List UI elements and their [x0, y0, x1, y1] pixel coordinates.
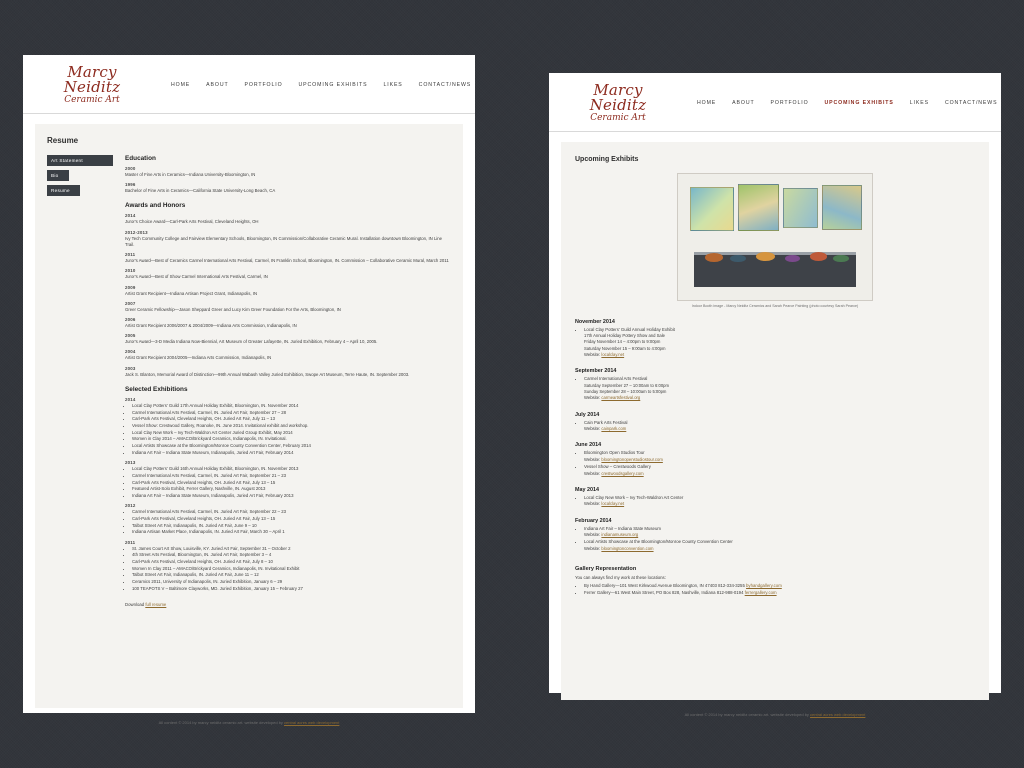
exhibition-list: [125, 509, 451, 535]
resume-page: [23, 55, 475, 725]
exhibit-website-line: [584, 471, 975, 477]
list-item: • Local Clay Potters' Guild 16th Annual Holiday Exhibit, Bloomington, IN. November 2013: [132, 466, 451, 472]
list-item: • Talbot Street Art Fair, Indianapolis, IN. Juried Art Fair, June 9 – 10: [132, 523, 451, 529]
logo-subtitle: Ceramic Art: [64, 95, 120, 105]
exhibit-title: Carmel International Arts Festival: [584, 376, 648, 382]
website-label: Website:: [584, 426, 602, 432]
download-resume-link[interactable]: full resume: [145, 602, 167, 608]
award-entry: Juror's Award—Best of Show Carmel International Arts Festival, Carmel, IN: [125, 274, 268, 280]
upcoming-exhibits-page: [549, 73, 1001, 717]
award-entry: Jack S. Blanton, Memorial Award of Distinction—99th Annual Wabash Valley Juried Exhibition, Swope Art Museum, Terre Haute, IN. September 2003.: [125, 371, 410, 377]
website-label: Website:: [584, 501, 602, 507]
month-heading: May 2014: [575, 486, 599, 493]
gallery-link[interactable]: byhandgallery.com: [746, 583, 782, 589]
list-item: [584, 376, 975, 401]
section-title-gallery-representation: Gallery Representation: [575, 566, 637, 573]
exhibition-year: 2011: [125, 539, 136, 545]
logo-subtitle: Ceramic Art: [590, 113, 646, 123]
nav-item-upcoming-exhibits[interactable]: UPCOMING EXHIBITS: [298, 82, 368, 88]
nav-item-contact-news[interactable]: CONTACT/NEWS: [944, 100, 998, 106]
nav-item-portfolio[interactable]: PORTFOLIO: [770, 100, 809, 106]
site-header: [23, 55, 475, 113]
exhibit-list: [575, 450, 975, 476]
list-item: [584, 590, 975, 596]
sidebar-item-art-statement[interactable]: Art Statement: [47, 155, 113, 166]
list-item: • Carmel International Arts Festival, Carmel, IN. Juried Art Fair, September 21 – 23: [132, 473, 451, 479]
list-item: • Women In Clay 2011 – AMACO/Brickyard Ceramics, Indianapolis, IN. Invitational Exhibit: [132, 566, 451, 572]
list-item: • 100 TEAPOTS V – Baltimore Clayworks, MD. Juried Exhibition, January 15 – February 27: [132, 586, 451, 592]
exhibit-title: Local Artists Showcase at the Bloomington/Monroe County Convention Center: [584, 539, 733, 545]
website-label: Website:: [584, 395, 602, 401]
award-entry: Juror's Award—Best of Ceramics Carmel International Arts Festival, Carmel, IN Franklin School, Bloomington, IN. Commission – Collaborative Ceramic Mural, March 2011: [125, 258, 449, 264]
award-year: 2003: [125, 365, 136, 371]
list-item: [584, 450, 975, 463]
nav-item-upcoming-exhibits[interactable]: UPCOMING EXHIBITS: [824, 100, 894, 106]
nav-item-about[interactable]: ABOUT: [206, 82, 229, 88]
list-item: [584, 583, 975, 589]
list-item: • Carmel International Arts Festival, Carmel, IN. Juried Art Fair, September 27 – 28: [132, 410, 451, 416]
photo-caption: Indoor Booth image - Marcy Neiditz Ceramics and Sarah Pearce Painting (photo courtesy Sarah Pearce): [691, 304, 859, 308]
site-header: [549, 73, 1001, 131]
exhibition-list: [125, 546, 451, 593]
month-heading: June 2014: [575, 442, 602, 449]
exhibit-title: Local Clay New Work – Ivy Tech-Waldron Art Center: [584, 494, 684, 500]
exhibit-detail: Sunday September 28 – 10:00am to 5:00pm: [584, 389, 667, 395]
nav-item-likes[interactable]: LIKES: [909, 100, 929, 106]
website-label: Website:: [584, 352, 602, 357]
award-entry: Ivy Tech Community College and Fairview Elementary Schools, Bloomington, IN Commission/Collaborative Ceramic Mural. Installation downtown Bloomington, IN Line Trail.: [125, 235, 443, 247]
site-logo[interactable]: [37, 65, 147, 105]
list-item: [584, 539, 975, 552]
nav-item-likes[interactable]: LIKES: [383, 82, 403, 88]
exhibit-website-line: [584, 457, 975, 463]
award-entry: Artist Grant Recipient 2004/2005—Indiana Arts Commission, Indianapolis, IN: [125, 355, 272, 361]
sidebar-item-bio[interactable]: Bio: [47, 170, 69, 181]
list-item: [584, 327, 975, 359]
exhibit-list: [575, 327, 975, 359]
website-link[interactable]: carmeartsfestival.org: [601, 395, 641, 401]
award-year: 2011: [125, 252, 136, 258]
education-year: 1996: [125, 182, 136, 188]
header-divider: [549, 131, 1001, 132]
logo-title: Marcy Neiditz: [589, 81, 647, 114]
list-item: • Local Clay Potters' Guild 17th Annual Holiday Exhibit, Bloomington, IN. November 2014: [132, 403, 451, 409]
award-year: 2010: [125, 268, 136, 274]
list-item: • Local Clay New Work – Ivy Tech-Waldron Art Center Juried Group Exhibit, May 2014: [132, 430, 451, 436]
exhibit-title: Vessel Show – Crestwoods Gallery: [584, 464, 651, 470]
section-title-education: Education: [125, 155, 156, 162]
exhibit-detail: Friday November 14 – 4:00pm to 9:00pm: [584, 339, 661, 345]
list-item: • Carl-Park Arts Festival, Cleveland Heights, OH. Juried Art Fair, July 11 – 13: [132, 416, 451, 422]
award-year: 2009: [125, 284, 136, 290]
footer-text: All content © 2014 by marcy neiditz ceramic art. website developed by: [158, 720, 285, 725]
exhibit-website-line: [584, 501, 975, 507]
list-item: • Talbot Street Art Fair, Indianapolis, IN. Juried Art Fair, June 11 – 12: [132, 572, 451, 578]
list-item: • Carl-Park Arts Festival, Cleveland Heights, OH. Juried Art Fair, July 8 – 10: [132, 559, 451, 565]
month-heading: September 2014: [575, 368, 617, 375]
education-entry: Master of Fine Arts in Ceramics—Indiana University-Bloomington, IN: [125, 172, 256, 177]
exhibit-title: Bloomington Open Studios Tour: [584, 450, 645, 456]
exhibition-year: 2012: [125, 503, 136, 509]
resume-side-nav: [47, 155, 113, 607]
footer-developer-link[interactable]: central acres web development: [810, 712, 866, 717]
education-year: 2000: [125, 166, 136, 171]
website-label: Website:: [584, 545, 602, 551]
exhibition-year: 2014: [125, 396, 136, 402]
site-footer: [549, 700, 1001, 727]
page-title: Resume: [47, 136, 79, 145]
list-item: • St. James Court Art Show, Louisville, KY. Juried Art Fair, September 31 – October 2: [132, 546, 451, 552]
footer-text: All content © 2014 by marcy neiditz ceramic art. website developed by: [684, 712, 811, 717]
gallery-text: Ferrer Gallery—61 West Main Street, PO Box 828, Nashville, Indiana 812-988-0194: [584, 590, 745, 596]
exhibition-list: [125, 403, 451, 456]
nav-item-home[interactable]: HOME: [697, 100, 717, 106]
nav-item-contact-news[interactable]: CONTACT/NEWS: [418, 82, 472, 88]
nav-item-portfolio[interactable]: PORTFOLIO: [244, 82, 283, 88]
list-item: • Local Artists Showcase at the Bloomington/Monroe County Convention Center, February 2014: [132, 443, 451, 449]
exhibit-list: [575, 526, 975, 552]
exhibit-website-line: [584, 546, 975, 552]
exhibit-website-line: [584, 532, 975, 538]
gallery-intro: You can always find my work at these locations:: [575, 575, 666, 581]
award-year: 2005: [125, 333, 136, 339]
exhibit-list: [575, 420, 975, 433]
nav-item-home[interactable]: HOME: [171, 82, 191, 88]
nav-item-about[interactable]: ABOUT: [732, 100, 755, 106]
logo-title: Marcy Neiditz: [63, 63, 121, 96]
resume-main-column: [125, 155, 451, 607]
main-navigation: [171, 82, 471, 88]
exhibit-website-line: [584, 395, 975, 401]
gallery-link[interactable]: ferrergallery.com: [744, 590, 777, 596]
download-resume-line: [125, 602, 451, 607]
award-year: 2006: [125, 316, 136, 322]
website-link[interactable]: localclay.net: [601, 501, 625, 507]
education-entry: Bachelor of Fine Arts in Ceramics—California State University-Long Beach, CA: [125, 188, 276, 194]
booth-photo: [677, 173, 873, 301]
exhibit-detail: Saturday September 27 – 10:00am to 6:00pm: [584, 382, 669, 388]
page-title: Upcoming Exhibits: [575, 156, 639, 163]
month-heading: February 2014: [575, 517, 612, 524]
award-entry: Greer Ceramic Fellowship—Jason Sheppard Greer and Lucy Kim Greer Foundation For the Arts, Bloomington, IN: [125, 306, 341, 312]
list-item: • 4th Street Arts Festival, Bloomington, IN. Juried Art Fair, September 3 – 4: [132, 552, 451, 558]
exhibit-detail: Saturday November 15 – 9:00am to 4:00pm: [584, 345, 666, 351]
website-link[interactable]: localclay.net: [601, 352, 625, 357]
award-entry: Artist Grant Recipient—Indiana Artisan Project Grant, Indianapolis, IN: [125, 290, 258, 296]
gallery-text: By Hand Gallery—101 West Kirkwood Avenue Bloomington, IN 47403 812-334-3255: [584, 583, 747, 589]
website-label: Website:: [584, 532, 602, 537]
list-item: • Ceramics 2011, University of Indianapolis, IN. Juried Exhibition, January 6 – 29: [132, 579, 451, 585]
resume-content-card: [35, 124, 463, 708]
section-title-exhibitions: Selected Exhibitions: [125, 385, 188, 393]
site-logo[interactable]: [563, 83, 673, 123]
award-entry: Juror's Choice Award—Carl-Park Arts Festival, Cleveland Heights, OH: [125, 219, 259, 225]
exhibits-content-card: [561, 142, 989, 700]
award-year: 2004: [125, 349, 136, 355]
list-item: • Women in Clay 2014 – AMACO/Brickyard Ceramics, Indianapolis, IN. Invitational.: [132, 436, 451, 442]
award-year: 2007: [125, 300, 136, 306]
month-heading: November 2014: [575, 318, 615, 325]
exhibit-website-line: [584, 352, 975, 358]
website-link[interactable]: bloomingtonopenstudiostour.com: [601, 456, 663, 462]
footer-developer-link[interactable]: central acres web development: [284, 720, 340, 725]
download-label: Download: [125, 602, 146, 608]
list-item: • Carmel International Arts Festival, Carmel, IN. Juried Art Fair, September 22 – 23: [132, 509, 451, 515]
booth-photo-figure: [677, 173, 873, 309]
website-link[interactable]: indianamuseum.org: [601, 532, 639, 537]
section-title-awards: Awards and Honors: [125, 202, 186, 210]
list-item: • Indiana Art Fair – Indiana State Museum, Indianapolis, Juried Art Fair, February 2013: [132, 493, 451, 499]
list-item: [584, 420, 975, 433]
exhibit-title: Indiana Art Fair – Indiana State Museum: [584, 525, 661, 531]
list-item: [584, 464, 975, 477]
list-item: • Featured Artist-Solo Exhibit, Ferrer Gallery, Nashville, IN. August 2013: [132, 486, 451, 492]
exhibit-list: [575, 495, 975, 508]
exhibit-list: [575, 376, 975, 401]
header-divider: [23, 113, 475, 114]
exhibit-title: Cain Park Arts Festival: [584, 419, 628, 425]
list-item: • Carl-Park Arts Festival, Cleveland Heights, OH. Juried Art Fair, July 13 – 15: [132, 480, 451, 486]
list-item: [584, 526, 975, 539]
exhibition-list: [125, 466, 451, 499]
sidebar-item-resume[interactable]: Resume: [47, 185, 80, 196]
exhibit-detail: 17th Annual Holiday Pottery Show and Sale: [584, 333, 666, 339]
site-footer: [23, 708, 475, 735]
website-label: Website:: [584, 470, 602, 476]
list-item: • Indiana Art Fair – Indiana State Museum, Indianapolis, Juried Art Fair, February 2014: [132, 450, 451, 456]
exhibit-website-line: [584, 426, 975, 432]
website-label: Website:: [584, 456, 602, 462]
list-item: • Vessel Show: Crestwood Gallery, Roanoke, IN. June 2014. Invitational exhibit and workshop.: [132, 423, 451, 429]
award-year: 2014: [125, 213, 136, 219]
award-year: 2012-2013: [125, 229, 148, 235]
website-link[interactable]: bloomingtonconvention.com: [601, 545, 654, 551]
award-entry: Juror's Award—3-D Media Indiana Now-Biennial, Art Museum of Greater Lafayette, IN. Juried Exhibition, February 4 – April 10, 2005.: [125, 339, 378, 345]
website-link[interactable]: crestwoodsgallery.com: [601, 470, 644, 476]
month-heading: July 2014: [575, 411, 600, 418]
list-item: [584, 495, 975, 508]
exhibition-year: 2013: [125, 460, 136, 466]
gallery-list: [575, 583, 975, 597]
list-item: • Indiana Artisan Market Place, Indianapolis, IN. Juried Art Fair, March 30 – April 1: [132, 529, 451, 535]
exhibit-title: Local Clay Potters' Guild Annual Holiday Exhibit: [584, 326, 675, 332]
award-entry: Artist Grant Recipient 2006/2007 & 2004/2009—Indiana Arts Commission, Indianapolis, IN: [125, 322, 297, 328]
list-item: • Carl-Park Arts Festival, Cleveland Heights, OH. Juried Art Fair, July 13 – 15: [132, 516, 451, 522]
website-link[interactable]: cainpark.com: [601, 426, 627, 432]
main-navigation: [697, 100, 997, 106]
